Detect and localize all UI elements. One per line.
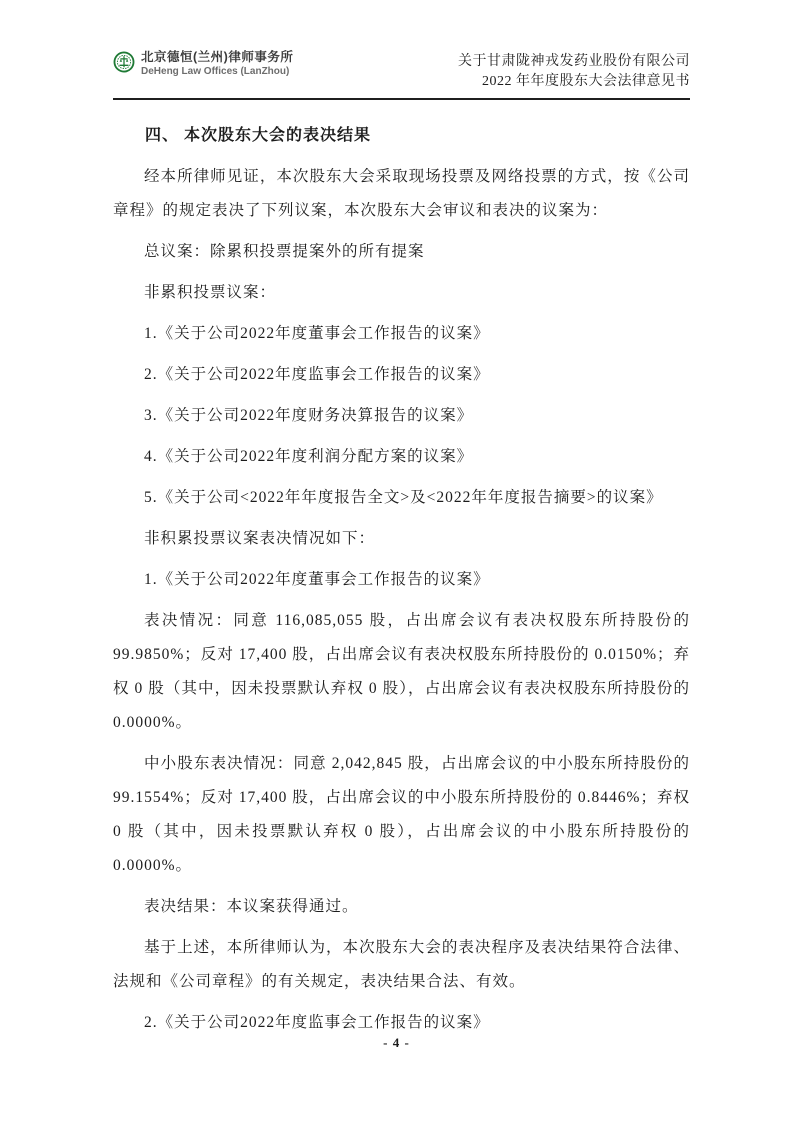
paragraph-lawyer-conclusion: 基于上述，本所律师认为，本次股东大会的表决程序及表决结果符合法律、法规和《公司章程》的有关规定，表决结果合法、有效。 xyxy=(113,939,690,990)
paragraph-intro: 经本所律师见证，本次股东大会采取现场投票及网络投票的方式，按《公司章程》的规定表决了下列议案，本次股东大会审议和表决的议案为： xyxy=(113,168,690,219)
doc-ref-line-title: 2022 年年度股东大会法律意见书 xyxy=(482,74,690,89)
deheng-logo-icon xyxy=(113,51,135,73)
proposal-item-3: 3.《关于公司2022年度财务决算报告的议案》 xyxy=(144,407,474,424)
page-footer xyxy=(0,1034,793,1052)
page-number: - 4 - xyxy=(383,1035,410,1050)
section-heading: 四、 本次股东大会的表决结果 xyxy=(145,127,372,144)
line-general-proposal: 总议案：除累积投票提案外的所有提案 xyxy=(144,243,425,260)
proposal-item-1: 1.《关于公司2022年度董事会工作报告的议案》 xyxy=(144,325,490,342)
document-body xyxy=(113,119,690,1040)
proposal-item-5: 5.《关于公司<2022年年度报告全文>及<2022年年度报告摘要>的议案》 xyxy=(144,489,663,506)
doc-ref-line-company: 关于甘肃陇神戎发药业股份有限公司 xyxy=(458,54,690,69)
proposal-item-1-voting: 1.《关于公司2022年度董事会工作报告的议案》 xyxy=(144,571,490,588)
paragraph-voting-result: 表决情况：同意 116,085,055 股，占出席会议有表决权股东所持股份的99.9850%；反对 17,400 股，占出席会议有表决权股东所持股份的 0.0150%；弃权 0 股（其中，因未投票默认弃权 0 股），占出席会议有表决权股东所持股份的 0.0000%。 xyxy=(113,612,690,731)
line-voting-status-header: 非积累投票议案表决情况如下： xyxy=(144,530,376,547)
document-reference xyxy=(458,52,690,92)
firm-name-en: DeHeng Law Offices (LanZhou) xyxy=(141,66,290,77)
law-firm-brand xyxy=(113,50,293,78)
firm-name-block xyxy=(141,50,293,78)
proposal-item-2-voting: 2.《关于公司2022年度监事会工作报告的议案》 xyxy=(144,1014,490,1031)
firm-name-cn: 北京德恒(兰州)律师事务所 xyxy=(141,50,294,64)
proposal-item-4: 4.《关于公司2022年度利润分配方案的议案》 xyxy=(144,448,474,465)
proposal-item-2: 2.《关于公司2022年度监事会工作报告的议案》 xyxy=(144,366,490,383)
paragraph-minority-voting-result: 中小股东表决情况：同意 2,042,845 股，占出席会议的中小股东所持股份的99.1554%；反对 17,400 股，占出席会议的中小股东所持股份的 0.8446%；弃权 0 股（其中，因未投票默认弃权 0 股），占出席会议的中小股东所持股份的0.0000%。 xyxy=(113,755,690,874)
page-header xyxy=(113,50,690,100)
line-non-cumulative-header: 非累积投票议案： xyxy=(144,284,277,301)
line-vote-outcome: 表决结果：本议案获得通过。 xyxy=(144,898,359,915)
